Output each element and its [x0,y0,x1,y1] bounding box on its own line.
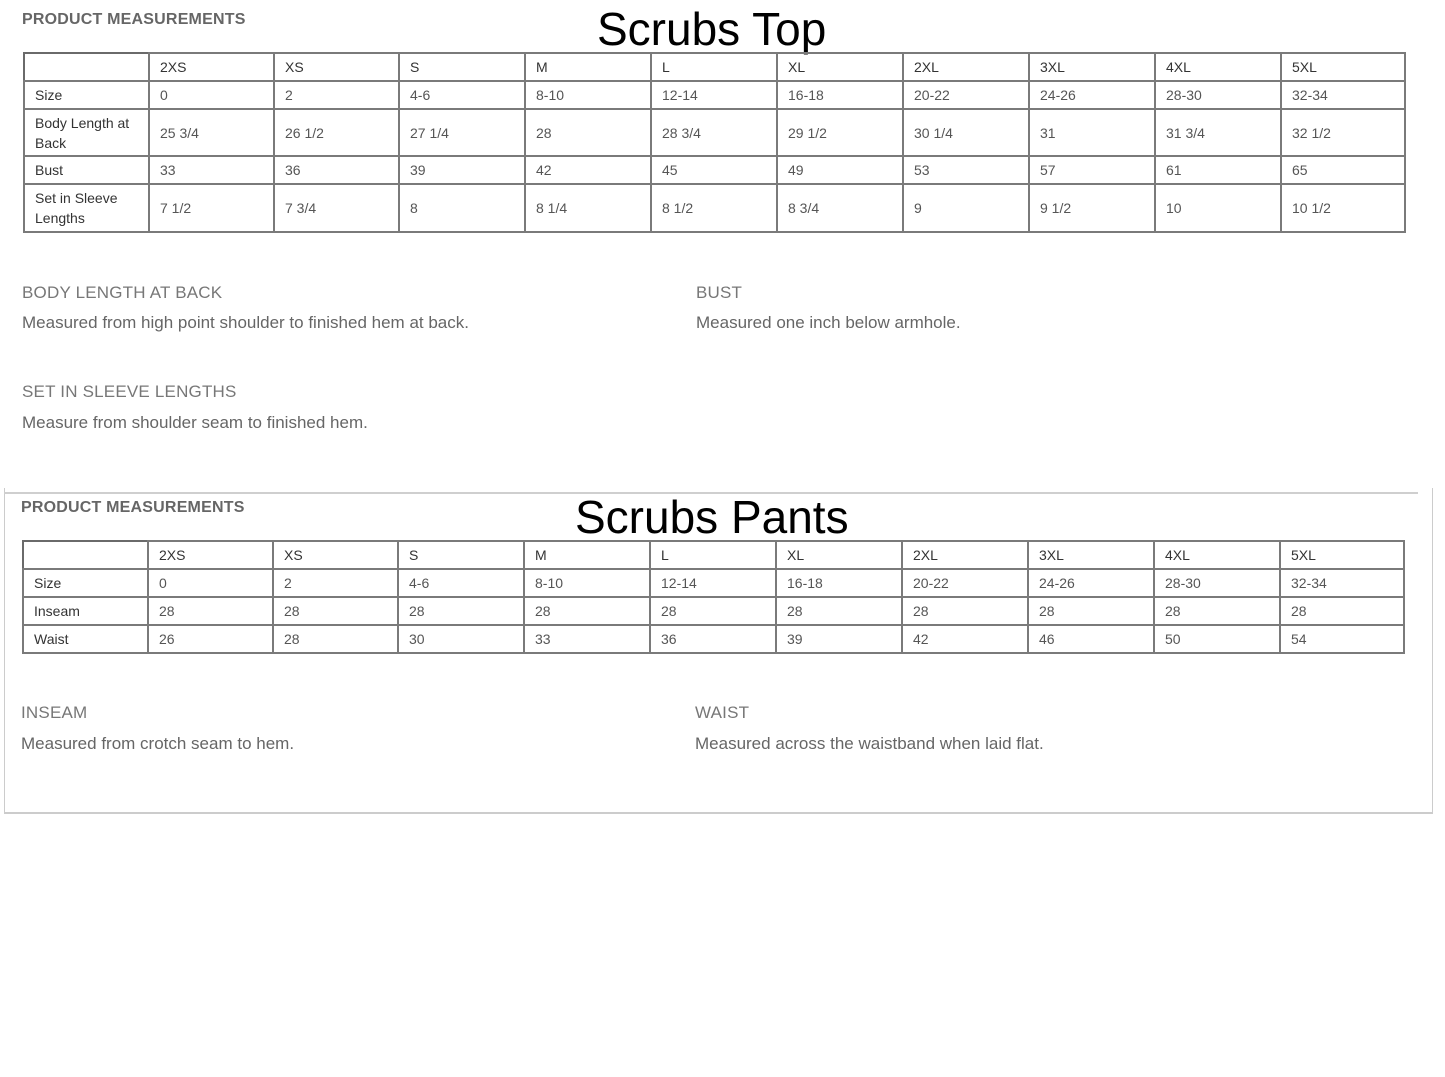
pants-size-header: 5XL [1280,541,1404,569]
table-cell: 32-34 [1281,81,1405,109]
top-section-label: PRODUCT MEASUREMENTS [22,11,246,28]
top-size-header: L [651,53,777,81]
table-cell: 9 1/2 [1029,184,1155,232]
note-text-bust: Measured one inch below armhole. [696,313,961,332]
table-cell: 42 [525,156,651,184]
table-cell: 16-18 [776,569,902,597]
table-cell: 53 [903,156,1029,184]
pants-title: Scrubs Pants [575,491,849,543]
table-cell: 12-14 [651,81,777,109]
table-cell: 8 1/4 [525,184,651,232]
table-cell: 16-18 [777,81,903,109]
table-cell: 26 [148,625,273,653]
table-cell: 10 1/2 [1281,184,1405,232]
note-title-bust: BUST [696,283,743,302]
top-size-header: 3XL [1029,53,1155,81]
table-cell: 28 [650,597,776,625]
pants-size-header: 2XS [148,541,273,569]
table-cell: 8 [399,184,525,232]
table-cell: 25 3/4 [149,109,274,156]
table-cell: 28 [148,597,273,625]
note-text-sleeve: Measure from shoulder seam to finished hem. [22,413,368,432]
table-cell: 27 1/4 [399,109,525,156]
top-size-header: S [399,53,525,81]
table-cell: 20-22 [902,569,1028,597]
top-size-header: 2XS [149,53,274,81]
table-cell: 33 [149,156,274,184]
table-cell: 28 [1154,597,1280,625]
table-cell: 10 [1155,184,1281,232]
pants-size-header: L [650,541,776,569]
table-cell: 26 1/2 [274,109,399,156]
table-cell: 20-22 [903,81,1029,109]
table-cell: 28 [525,109,651,156]
table-cell: 28-30 [1155,81,1281,109]
row-label: Body Length at Back [24,109,149,156]
table-cell: 8-10 [524,569,650,597]
top-size-header: XS [274,53,399,81]
row-label: Size [23,569,148,597]
table-cell: 28 3/4 [651,109,777,156]
top-size-header: XL [777,53,903,81]
row-label: Inseam [23,597,148,625]
table-cell: 8 1/2 [651,184,777,232]
table-cell: 61 [1155,156,1281,184]
table-cell: 49 [777,156,903,184]
table-cell: 46 [1028,625,1154,653]
table-cell: 24-26 [1028,569,1154,597]
table-cell: 28-30 [1154,569,1280,597]
note-text-waist: Measured across the waistband when laid flat. [695,734,1044,753]
note-text-inseam: Measured from crotch seam to hem. [21,734,295,753]
table-cell: 32 1/2 [1281,109,1405,156]
table-cell: 31 [1029,109,1155,156]
table-cell: 28 [273,597,398,625]
top-measurements-table [23,52,1406,233]
top-row-size [24,81,1405,109]
table-cell: 0 [148,569,273,597]
row-label: Size [24,81,149,109]
table-cell: 65 [1281,156,1405,184]
pants-row-waist [23,625,1404,653]
table-cell: 30 1/4 [903,109,1029,156]
table-cell: 7 3/4 [274,184,399,232]
top-row-sleeve [24,184,1405,232]
table-cell: 28 [1028,597,1154,625]
table-cell: 0 [149,81,274,109]
table-cell: 8-10 [525,81,651,109]
pants-row-inseam [23,597,1404,625]
table-cell: 39 [776,625,902,653]
table-cell: 30 [398,625,524,653]
table-cell: 39 [399,156,525,184]
table-cell: 45 [651,156,777,184]
table-cell: 28 [776,597,902,625]
note-title-body-length: BODY LENGTH AT BACK [22,283,223,302]
table-cell: 28 [524,597,650,625]
row-label: Set in Sleeve Lengths [24,184,149,232]
note-title-sleeve: SET IN SLEEVE LENGTHS [22,382,237,401]
pants-header-row [23,541,1404,569]
top-size-header: 5XL [1281,53,1405,81]
pants-row-size [23,569,1404,597]
table-cell: 42 [902,625,1028,653]
pants-size-header: S [398,541,524,569]
note-title-inseam: INSEAM [21,703,88,722]
pants-size-header: XS [273,541,398,569]
table-cell: 4-6 [399,81,525,109]
table-cell: 36 [650,625,776,653]
pants-size-header: 4XL [1154,541,1280,569]
table-cell: 28 [273,625,398,653]
top-size-header: 4XL [1155,53,1281,81]
table-cell: 33 [524,625,650,653]
table-cell: 57 [1029,156,1155,184]
pants-size-header: M [524,541,650,569]
table-cell: 4-6 [398,569,524,597]
table-cell: 12-14 [650,569,776,597]
table-cell: 28 [398,597,524,625]
table-cell: 7 1/2 [149,184,274,232]
table-cell: 32-34 [1280,569,1404,597]
pants-section-label: PRODUCT MEASUREMENTS [21,499,245,516]
top-row-body-length [24,109,1405,156]
table-cell: 28 [902,597,1028,625]
table-cell: 8 3/4 [777,184,903,232]
note-title-waist: WAIST [695,703,750,722]
pants-size-header: XL [776,541,902,569]
row-label: Waist [23,625,148,653]
table-cell: 2 [274,81,399,109]
table-cell: 9 [903,184,1029,232]
table-cell: 28 [1280,597,1404,625]
table-cell: 54 [1280,625,1404,653]
top-header-row [24,53,1405,81]
pants-size-header: 2XL [902,541,1028,569]
top-title: Scrubs Top [597,3,827,55]
top-row-bust [24,156,1405,184]
top-size-header: 2XL [903,53,1029,81]
table-cell: 29 1/2 [777,109,903,156]
table-cell: 36 [274,156,399,184]
table-cell: 24-26 [1029,81,1155,109]
table-cell: 2 [273,569,398,597]
top-size-header: M [525,53,651,81]
note-text-body-length: Measured from high point shoulder to finished hem at back. [22,313,469,332]
pants-size-header: 3XL [1028,541,1154,569]
table-cell: 50 [1154,625,1280,653]
row-label: Bust [24,156,149,184]
pants-header-corner [23,541,148,569]
top-header-corner [24,53,149,81]
pants-measurements-table [22,540,1405,654]
table-cell: 31 3/4 [1155,109,1281,156]
